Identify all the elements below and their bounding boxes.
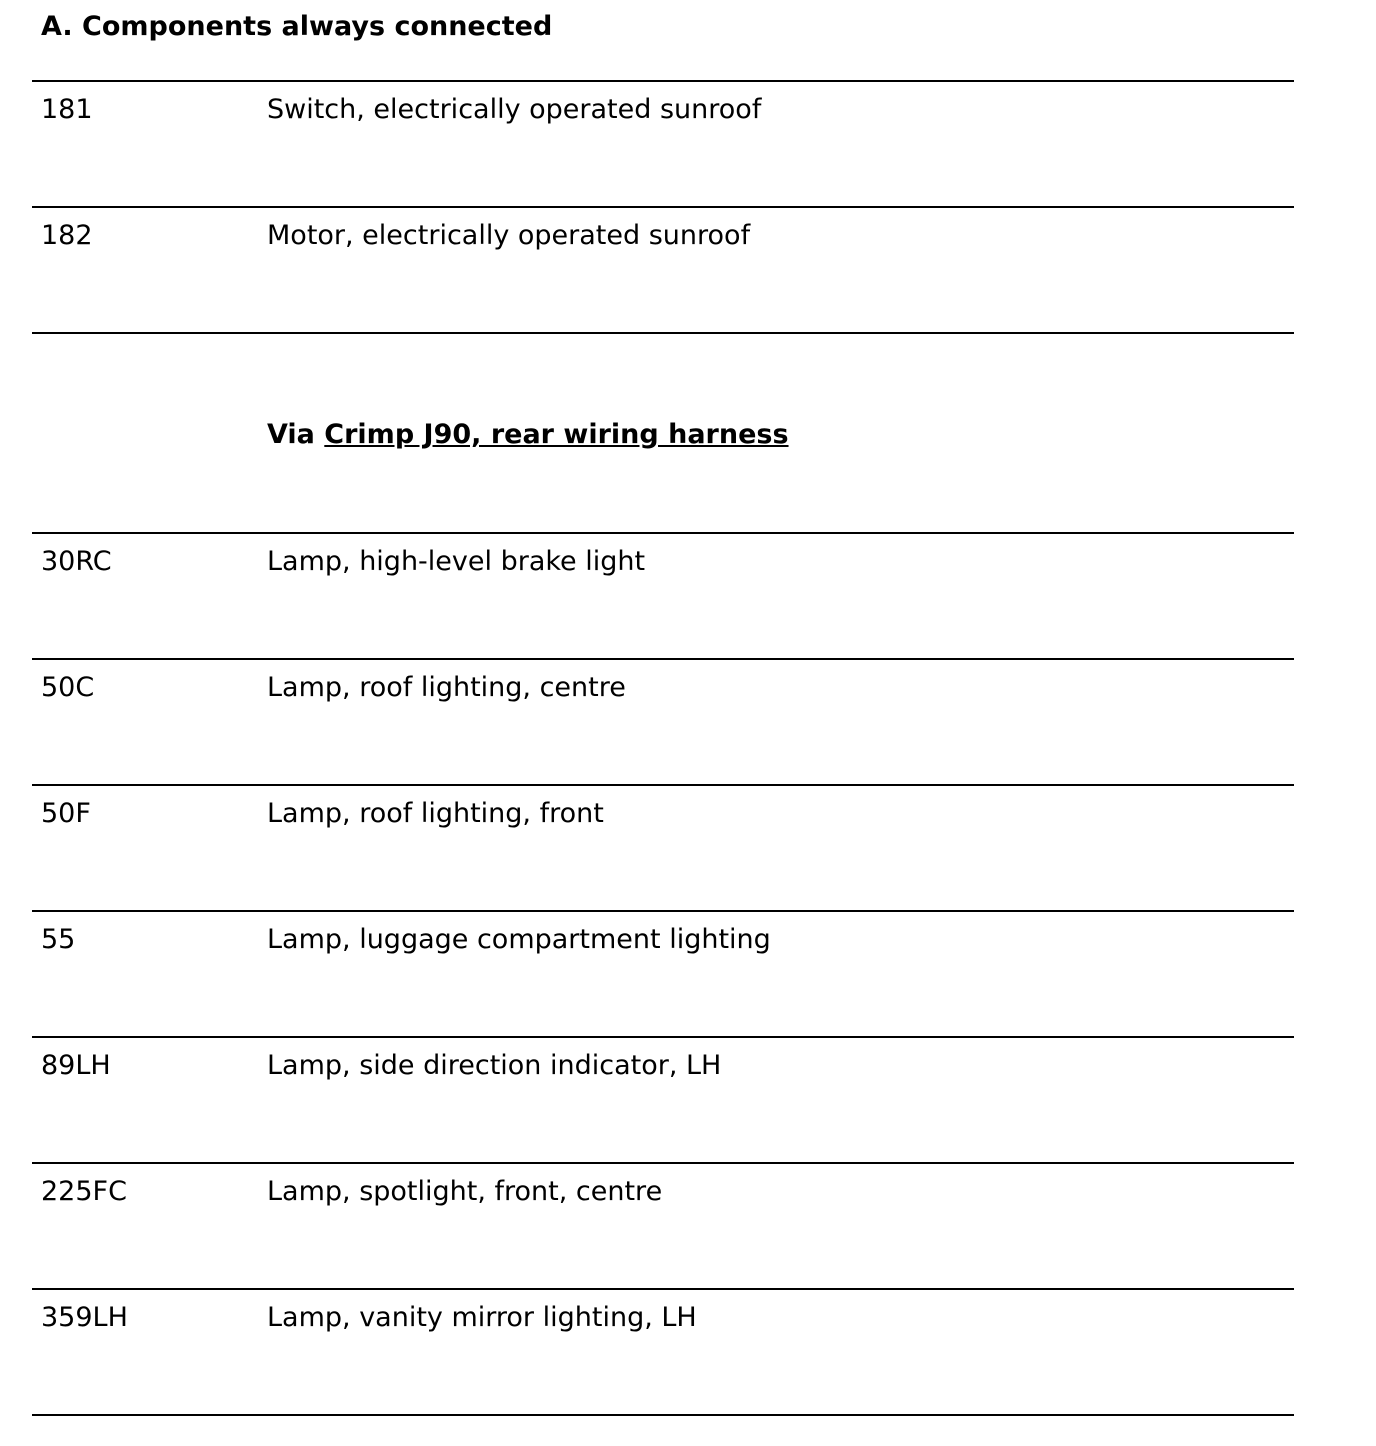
component-description: Lamp, high-level brake light bbox=[267, 546, 646, 577]
table-row bbox=[32, 532, 1294, 658]
table-row bbox=[32, 1036, 1294, 1162]
component-code: 225FC bbox=[41, 1176, 127, 1207]
subsection-prefix: Via bbox=[267, 419, 325, 450]
component-code: 50C bbox=[41, 672, 95, 703]
table-row bbox=[32, 910, 1294, 1036]
component-description: Lamp, roof lighting, centre bbox=[267, 672, 626, 703]
table-row bbox=[32, 80, 1294, 206]
component-code: 359LH bbox=[41, 1302, 128, 1333]
table-row bbox=[32, 658, 1294, 784]
components-table bbox=[32, 80, 1294, 1416]
component-description: Switch, electrically operated sunroof bbox=[267, 94, 762, 125]
component-description: Lamp, luggage compartment lighting bbox=[267, 924, 771, 955]
component-code: 89LH bbox=[41, 1050, 111, 1081]
table-row bbox=[32, 1162, 1294, 1288]
component-description: Lamp, roof lighting, front bbox=[267, 798, 604, 829]
section-heading: A. Components always connected bbox=[41, 11, 553, 42]
component-description: Motor, electrically operated sunroof bbox=[267, 220, 751, 251]
component-code: 50F bbox=[41, 798, 91, 829]
table-row bbox=[32, 206, 1294, 332]
component-description: Lamp, spotlight, front, centre bbox=[267, 1176, 663, 1207]
component-code: 182 bbox=[41, 220, 93, 251]
component-description: Lamp, vanity mirror lighting, LH bbox=[267, 1302, 697, 1333]
component-code: 181 bbox=[41, 94, 93, 125]
component-code: 30RC bbox=[41, 546, 112, 577]
table-row bbox=[32, 1288, 1294, 1416]
component-code: 55 bbox=[41, 924, 76, 955]
table-row bbox=[32, 784, 1294, 910]
subsection-heading bbox=[267, 418, 789, 452]
subsection-row bbox=[32, 332, 1294, 532]
crimp-j90-link[interactable]: Crimp J90, rear wiring harness bbox=[324, 419, 789, 450]
component-description: Lamp, side direction indicator, LH bbox=[267, 1050, 722, 1081]
